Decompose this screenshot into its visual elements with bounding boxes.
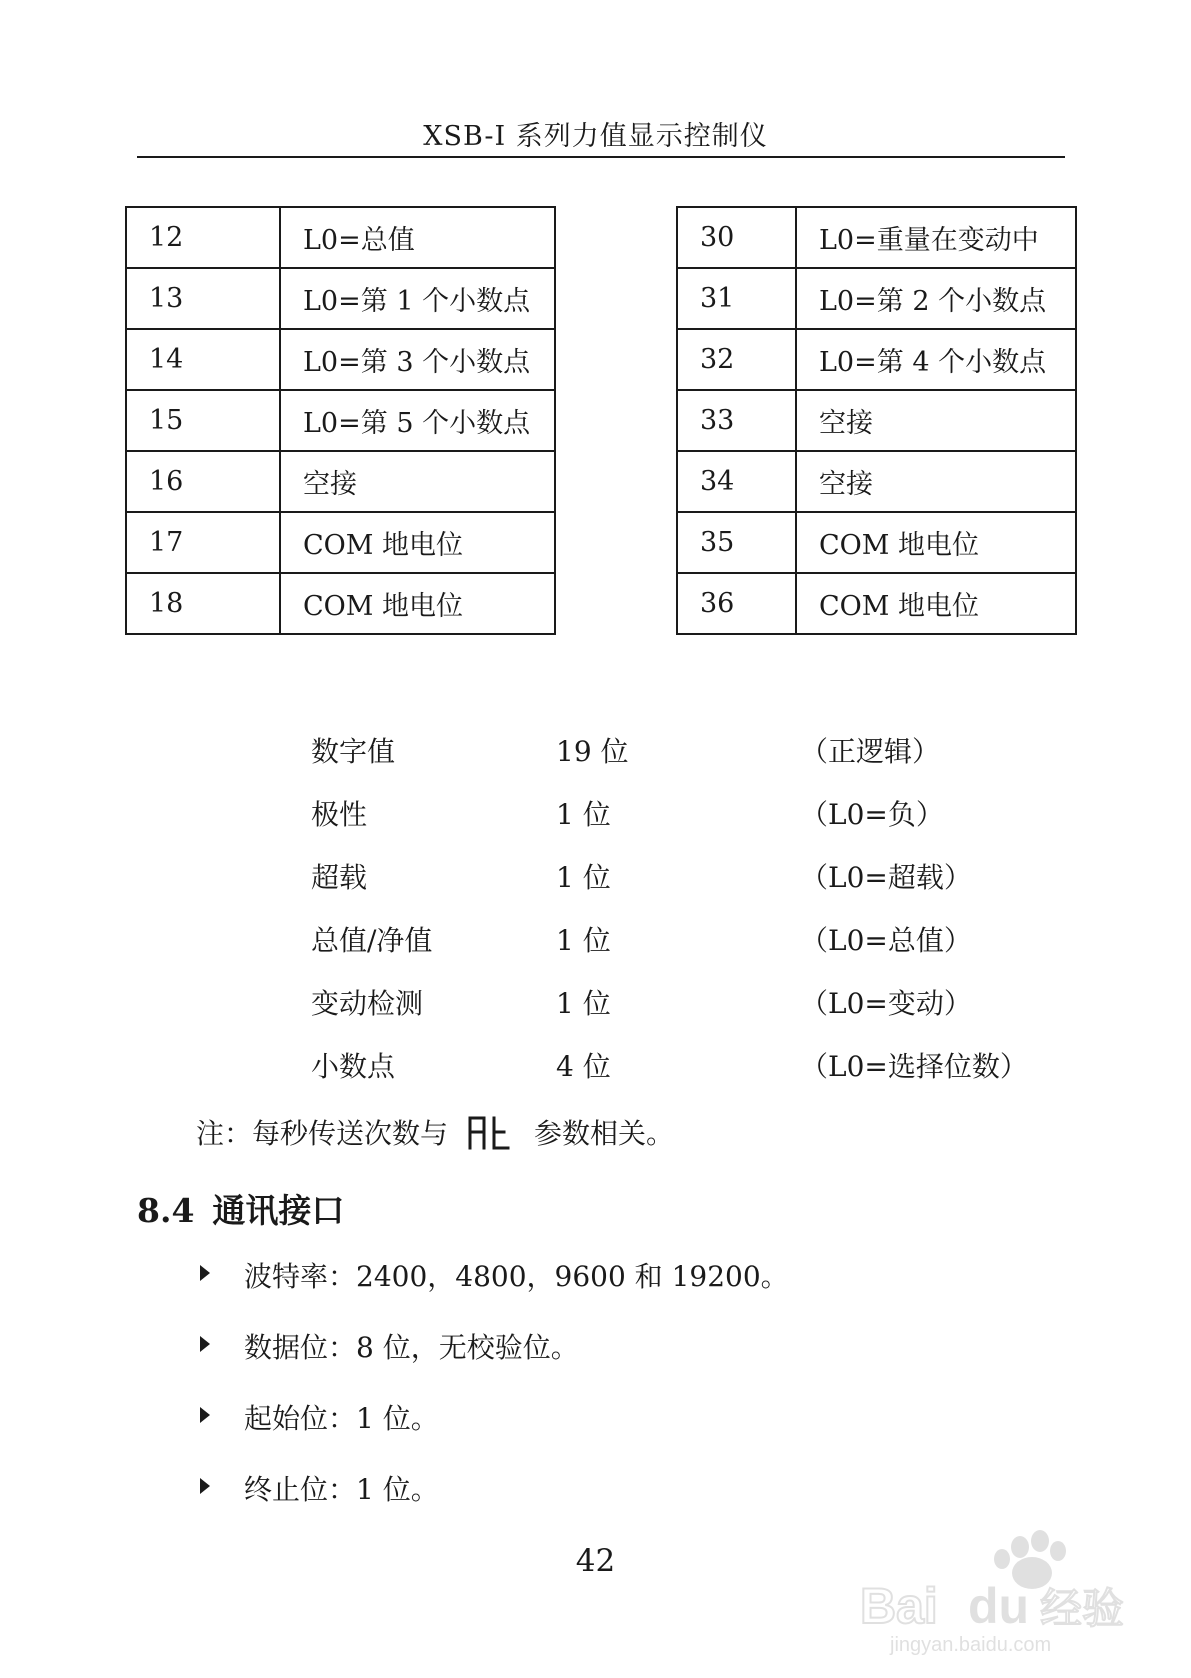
pin-description: COM 地电位	[796, 573, 1076, 634]
bit-logic: （L0=负）	[800, 798, 944, 831]
pin-description: COM 地电位	[280, 573, 555, 634]
pin-number: 14	[126, 329, 280, 390]
watermark-url: jingyan.baidu.com	[890, 1634, 1052, 1655]
table-row	[126, 573, 555, 634]
bit-logic: （L0=变动）	[800, 987, 972, 1020]
pin-description: 空接	[796, 390, 1076, 451]
note-prefix: 注：每秒传送次数与	[196, 1117, 449, 1150]
table-row	[677, 451, 1076, 512]
pin-number: 12	[126, 207, 280, 268]
list-item	[0, 730, 1191, 793]
pin-number: 35	[677, 512, 796, 573]
bullet-text: 波特率：2400，4800，9600 和 19200。	[244, 1260, 789, 1293]
pin-description: L0=第 5 个小数点	[280, 390, 555, 451]
table-row	[126, 451, 555, 512]
bit-summary-list	[0, 730, 1191, 1108]
pin-number: 32	[677, 329, 796, 390]
section-heading	[137, 1185, 344, 1232]
bit-count: 1 位	[556, 987, 611, 1020]
pin-description: L0=第 1 个小数点	[280, 268, 555, 329]
pin-description: 空接	[280, 451, 555, 512]
pin-description: COM 地电位	[796, 512, 1076, 573]
bit-count: 1 位	[556, 924, 611, 957]
baidu-jingyan-watermark-icon	[850, 1525, 1170, 1655]
bit-logic: （L0=总值）	[800, 924, 972, 957]
table-row	[126, 390, 555, 451]
pin-description: L0=总值	[280, 207, 555, 268]
bit-count: 1 位	[556, 798, 611, 831]
table-row	[677, 207, 1076, 268]
bit-field-name: 变动检测	[311, 987, 424, 1020]
pin-description: L0=第 4 个小数点	[796, 329, 1076, 390]
table-row	[126, 268, 555, 329]
bit-logic: （正逻辑）	[800, 735, 941, 768]
bit-count: 19 位	[556, 735, 629, 768]
svg-text:Bai: Bai	[860, 1578, 938, 1634]
header-divider	[137, 156, 1065, 158]
pin-number: 18	[126, 573, 280, 634]
pin-number: 15	[126, 390, 280, 451]
pin-number: 33	[677, 390, 796, 451]
bullet-text: 终止位：1 位。	[244, 1473, 439, 1506]
bit-logic: （L0=选择位数）	[800, 1050, 1028, 1083]
bit-field-name: 总值/净值	[311, 924, 433, 957]
pin-number: 30	[677, 207, 796, 268]
svg-text:du: du	[968, 1578, 1030, 1634]
list-item	[200, 1255, 789, 1326]
pin-description: L0=第 2 个小数点	[796, 268, 1076, 329]
segment-display-al-icon	[466, 1114, 512, 1150]
table-row	[126, 329, 555, 390]
note-suffix: 参数相关。	[534, 1117, 675, 1150]
table-row	[126, 207, 555, 268]
list-item	[200, 1468, 789, 1539]
bit-field-name: 小数点	[311, 1050, 396, 1083]
svg-text:经验: 经验	[1040, 1584, 1125, 1633]
note-paragraph	[196, 1112, 674, 1152]
table-row	[126, 512, 555, 573]
section-number: 8.4	[137, 1191, 195, 1230]
list-item	[0, 793, 1191, 856]
list-item	[0, 982, 1191, 1045]
pin-number: 31	[677, 268, 796, 329]
table-row	[677, 268, 1076, 329]
list-item	[0, 1045, 1191, 1108]
bullet-text: 起始位：1 位。	[244, 1402, 439, 1435]
bit-count: 1 位	[556, 861, 611, 894]
pin-table-left	[125, 206, 556, 635]
pin-number: 13	[126, 268, 280, 329]
pin-description: 空接	[796, 451, 1076, 512]
pin-description: L0=重量在变动中	[796, 207, 1076, 268]
document-header-title: XSB-I 系列力值显示控制仪	[423, 121, 768, 152]
table-row	[677, 573, 1076, 634]
table-row	[677, 390, 1076, 451]
pin-table-right	[676, 206, 1077, 635]
pin-description: COM 地电位	[280, 512, 555, 573]
spec-bullet-list	[200, 1255, 789, 1539]
bit-count: 4 位	[556, 1050, 611, 1083]
pin-number: 36	[677, 573, 796, 634]
bullet-triangle-icon	[200, 1336, 210, 1352]
section-title: 通讯接口	[212, 1191, 345, 1230]
bit-field-name: 超载	[311, 861, 368, 894]
bullet-triangle-icon	[200, 1407, 210, 1423]
bullet-text: 数据位：8 位，无校验位。	[244, 1331, 579, 1364]
bit-logic: （L0=超载）	[800, 861, 972, 894]
bit-field-name: 数字值	[311, 735, 396, 768]
pin-description: L0=第 3 个小数点	[280, 329, 555, 390]
list-item	[200, 1397, 789, 1468]
table-row	[677, 329, 1076, 390]
list-item	[200, 1326, 789, 1397]
bullet-triangle-icon	[200, 1478, 210, 1494]
bullet-triangle-icon	[200, 1265, 210, 1281]
list-item	[0, 919, 1191, 982]
page-number: 42	[575, 1543, 616, 1579]
pin-number: 34	[677, 451, 796, 512]
pin-number: 17	[126, 512, 280, 573]
bit-field-name: 极性	[311, 798, 368, 831]
pin-number: 16	[126, 451, 280, 512]
table-row	[677, 512, 1076, 573]
list-item	[0, 856, 1191, 919]
